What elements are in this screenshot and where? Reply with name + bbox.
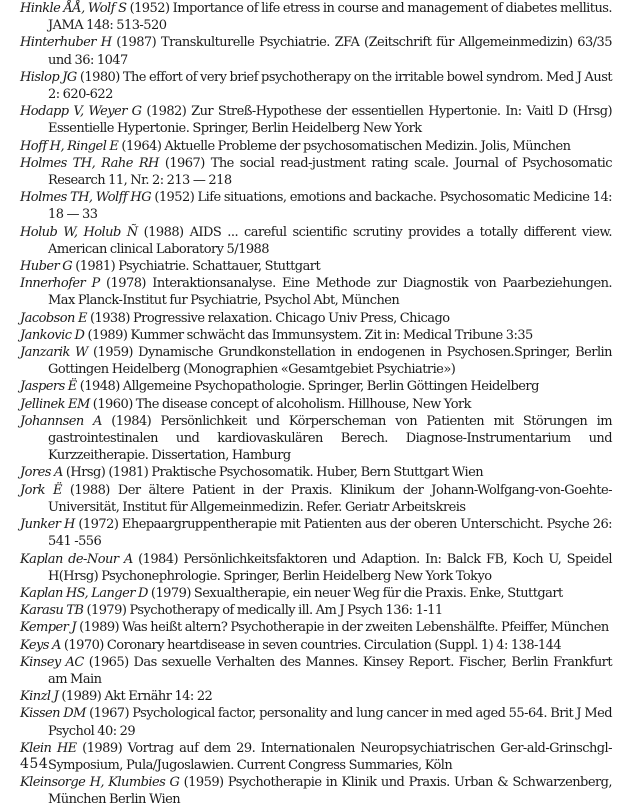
reference-entry (20, 327, 612, 344)
reference-text: (1959) Dynamische Grundkonstellation in endogenen in Psychosen.Springer, Berlin Gottingen Heidelberg (Monographien «Gesamtgebiet Psychiatrie») (48, 345, 612, 378)
reference-author: Junker H (20, 517, 75, 533)
reference-entry (20, 396, 612, 413)
reference-author: Hoff H, Ringel E (20, 138, 119, 154)
reference-text: (1970) Coronary heartdisease in seven countries. Circulation (Suppl. 1) 4: 138-144 (60, 637, 562, 653)
reference-text: (1972) Ehepaargruppentherapie mit Patienten aus der oberen Unterschicht. Psyche 26: 541 -556 (48, 517, 613, 550)
reference-author: Johannsen A (20, 413, 102, 429)
reference-author: Klein HE (20, 740, 77, 756)
reference-author: Hislop JG (20, 69, 77, 85)
reference-author: Kinsey AC (20, 654, 84, 670)
reference-text: (Hrsg) (1981) Praktische Psychosomatik. Huber, Bern Stuttgart Wien (62, 465, 484, 481)
reference-text: (1988) Der ältere Patient in der Praxis. Klinikum der Johann-Wolfgang-von-Goehte-Universität, Institut für Allgemeinmedizin. Refer. Geriatr Arbeitskreis (48, 482, 612, 515)
reference-text: (1980) The effort of very brief psychotherapy on the irritable bowel syndrom. Med J Aust 2: 620-622 (48, 69, 612, 103)
reference-author: Kinzl J (20, 689, 59, 705)
reference-entry (20, 705, 612, 739)
reference-text: (1960) The disease concept of alcoholism. Hillhouse, New York (89, 396, 471, 412)
reference-author: Kissen DM (20, 706, 86, 722)
reference-entry (20, 585, 612, 602)
reference-entry (20, 551, 612, 585)
reference-text: (1989) Was heißt altern? Psychotherapie in der zweiten Lebenshälfte. Pfeiffer, München (76, 620, 609, 636)
reference-entry (20, 619, 612, 636)
reference-author: Jacobson E (20, 310, 87, 326)
reference-author: Hinkle ÅÅ, Wolf S (20, 1, 127, 16)
reference-entry (20, 516, 612, 550)
reference-author: Jaspers Ë (20, 379, 77, 395)
reference-entry (20, 464, 612, 481)
reference-author: Kaplan HS, Langer D (20, 585, 148, 601)
reference-text: (1967) The social read-justment rating scale. Journal of Psychosomatic Research 11, Nr. 2: 213 — 218 (48, 155, 612, 189)
reference-text: (1989) Akt Ernähr 14: 22 (58, 689, 213, 705)
reference-text: (1967) Psychological factor, personality and lung cancer in med aged 55-64. Brit J Med Psychol 40: 29 (48, 706, 612, 739)
reference-author: Hodapp V, Weyer G (20, 104, 142, 120)
reference-text: (1952) Life situations, emotions and backache. Psychosomatic Medicine 14: 18 — 33 (48, 190, 612, 223)
reference-text: (1952) Importance of life etress in course and management of diabetes mellitus. JAMA 148: 513-520 (48, 1, 612, 34)
reference-entry (20, 34, 612, 68)
reference-author: Kleinsorge H, Klumbies G (20, 775, 180, 791)
reference-text: (1987) Transkulturelle Psychiatrie. ZFA (Zeitschrift für Allgemeinmedizin) 63/35 und 36: 1047 (48, 35, 612, 68)
reference-text: (1964) Aktuelle Probleme der psychosomatischen Medizin. Jolis, München (118, 138, 571, 154)
reference-author: Kemper J (20, 620, 77, 636)
reference-entry (20, 344, 612, 378)
reference-text: (1989) Kummer schwächt das Immunsystem. Zit in: Medical Tribune 3:35 (84, 327, 533, 343)
reference-text: (1979) Sexualtherapie, ein neuer Weg für die Praxis. Enke, Stuttgart (147, 585, 563, 601)
reference-entry (20, 774, 612, 808)
reference-entry (20, 740, 612, 774)
page-number: 454 (20, 756, 49, 772)
reference-entry (20, 413, 612, 465)
reference-author: Jores A (20, 465, 63, 481)
reference-author: Huber G (20, 259, 73, 275)
reference-text: (1959) Psychotherapie in Klinik und Praxis. Urban & Schwarzenberg, München Berlin Wien (48, 775, 612, 808)
reference-author: Jellinek EM (20, 396, 90, 412)
reference-entry (20, 637, 612, 654)
reference-author: Holmes TH, Wolff HG (20, 190, 152, 206)
reference-entry (20, 654, 612, 688)
reference-author: Holub W, Holub Ñ (20, 224, 138, 240)
reference-text: (1981) Psychiatrie. Schattauer, Stuttgart (72, 259, 321, 275)
reference-entry (20, 0, 612, 34)
reference-entry (20, 189, 612, 223)
reference-text: (1984) Persönlichkeit und Körperscheman von Patienten mit Störungen im gastrointestinalen und kardiovaskulären Berech. Diagnose-Instrumentarium und Kurzzeitherapie. Dissertation, Hamburg (48, 413, 613, 464)
reference-author: Holmes TH, Rahe RH (20, 155, 159, 171)
reference-author: Janzarik W (20, 345, 88, 361)
reference-entry (20, 258, 612, 275)
reference-text: (1984) Persönlichkeitsfaktoren und Adaption. In: Balck FB, Koch U, Speidel H(Hrsg) Psychonephrologie. Springer, Berlin Heidelberg New York Tokyo (48, 551, 612, 584)
reference-entry (20, 275, 612, 309)
reference-entry (20, 155, 612, 189)
reference-author: Keys A (20, 637, 61, 653)
reference-entry (20, 138, 612, 155)
reference-text: (1948) Allgemeine Psychopathologie. Springer, Berlin Göttingen Heidelberg (76, 379, 539, 395)
reference-entry (20, 602, 612, 619)
reference-entry (20, 688, 612, 705)
reference-entry (20, 310, 612, 327)
reference-text: (1988) AIDS ... careful scientific scrutiny provides a totally different view. American clinical Laboratory 5/1988 (48, 224, 612, 257)
reference-author: Hinterhuber H (20, 35, 112, 51)
reference-entry (20, 224, 612, 258)
reference-author: Innerhofer P (20, 276, 100, 292)
reference-text: (1938) Progressive relaxation. Chicago Univ Press, Chicago (86, 310, 450, 326)
reference-text: (1965) Das sexuelle Verhalten des Mannes. Kinsey Report. Fischer, Berlin Frankfurt am Main (48, 654, 612, 687)
reference-author: Jankovic D (20, 327, 85, 343)
reference-entry (20, 378, 612, 395)
reference-entry (20, 103, 612, 137)
reference-text: (1978) Interaktionsanalyse. Eine Methode zur Diagnostik von Paarbeziehungen. Max Planck-Institut fur Psychiatrie, Psychol Abt, München (48, 276, 612, 309)
reference-text: (1979) Psychotherapy of medically ill. Am J Psych 136: 1-11 (83, 603, 443, 619)
reference-entry (20, 69, 612, 103)
reference-author: Karasu TB (20, 603, 84, 619)
reference-author: Kaplan de-Nour A (20, 551, 133, 567)
reference-entry (20, 482, 612, 516)
reference-list (20, 0, 612, 809)
reference-text: (1982) Zur Streß-Hypothese der essentiellen Hypertonie. In: Vaitl D (Hrsg) Essentielle Hypertonie. Springer, Berlin Heidelberg New York (48, 104, 613, 137)
reference-text: (1989) Vortrag auf dem 29. Internationalen Neuropsychiatrischen Ger-ald-Grinschgl-Symposium, Pula/Jugoslawien. Current Congress Summaries, Köln (48, 740, 613, 773)
reference-author: Jork Ë (20, 482, 62, 498)
